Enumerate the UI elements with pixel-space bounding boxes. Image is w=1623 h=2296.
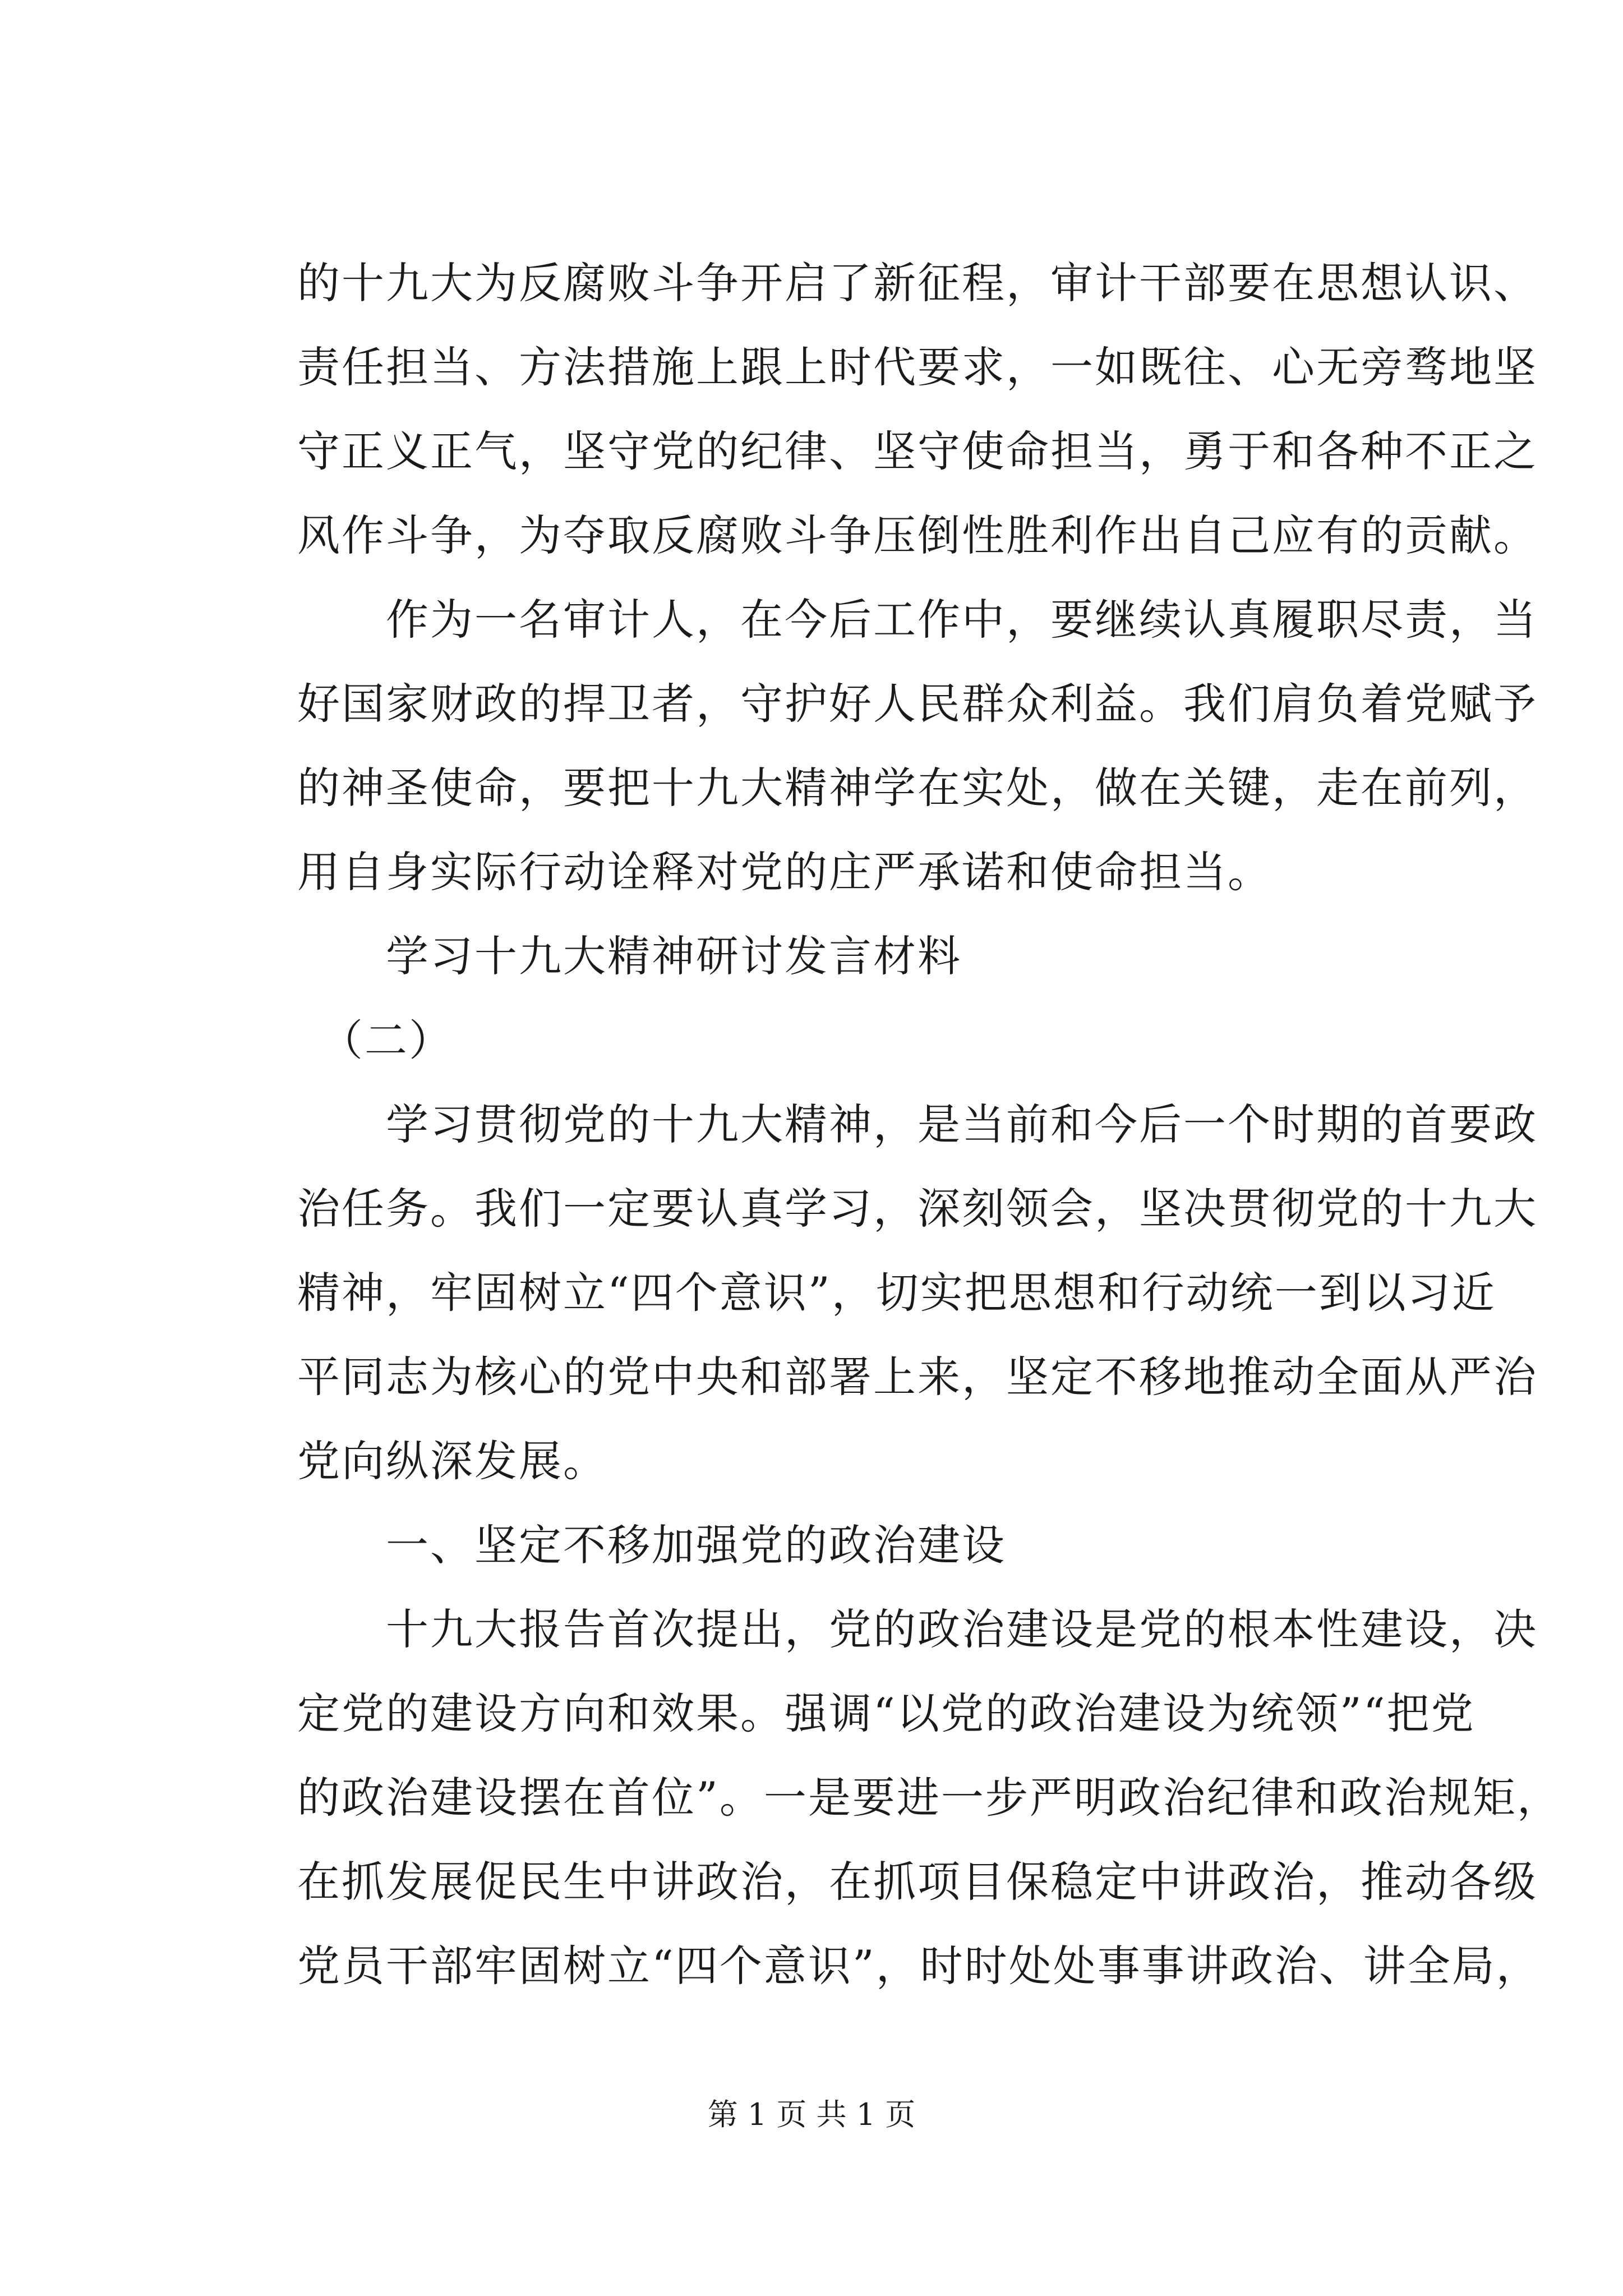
text-line: 责任担当、方法措施上跟上时代要求，一如既往、心无旁骛地坚	[297, 342, 1538, 392]
text-line: 守正义正气，坚守党的纪律、坚守使命担当，勇于和各种不正之	[297, 426, 1538, 476]
text-line: 的十九大为反腐败斗争开启了新征程，审计干部要在思想认识、	[297, 258, 1538, 308]
text-line: 在抓发展促民生中讲政治，在抓项目保稳定中讲政治，推动各级	[297, 1857, 1538, 1907]
text-line: 学习贯彻党的十九大精神，是当前和今后一个时期的首要政	[297, 1099, 1538, 1149]
text-line: 精神，牢固树立“四个意识”，切实把思想和行动统一到以习近	[297, 1268, 1496, 1318]
section-title: 学习十九大精神研讨发言材料	[297, 931, 962, 981]
section-number: （二）	[297, 1015, 453, 1065]
text-line: 治任务。我们一定要认真学习，深刻领会，坚决贯彻党的十九大	[297, 1184, 1538, 1234]
body-text	[297, 241, 1561, 2008]
subheading: 一、坚定不移加强党的政治建设	[297, 1520, 1006, 1570]
text-line: 好国家财政的捍卫者，守护好人民群众利益。我们肩负着党赋予	[297, 679, 1538, 729]
text-line: 的政治建设摆在首位”。一是要进一步严明政治纪律和政治规矩，	[297, 1773, 1561, 1823]
page-footer: 第 1 页 共 1 页	[707, 2097, 916, 2132]
text-line: 风作斗争，为夺取反腐败斗争压倒性胜利作出自己应有的贡献。	[297, 510, 1538, 560]
text-line: 党向纵深发展。	[297, 1436, 607, 1486]
text-line: 平同志为核心的党中央和部署上来，坚定不移地推动全面从严治	[297, 1352, 1538, 1402]
text-line: 的神圣使命，要把十九大精神学在实处，做在关键，走在前列，	[297, 763, 1538, 813]
text-line: 作为一名审计人，在今后工作中，要继续认真履职尽责，当	[297, 595, 1538, 645]
text-line: 党员干部牢固树立“四个意识”，时时处处事事讲政治、讲全局，	[297, 1941, 1541, 1991]
text-line: 十九大报告首次提出，党的政治建设是党的根本性建设，决	[297, 1604, 1538, 1654]
text-line: 定党的建设方向和效果。强调“以党的政治建设为统领”“把党	[297, 1688, 1476, 1738]
text-line: 用自身实际行动诠释对党的庄严承诺和使命担当。	[297, 847, 1272, 897]
